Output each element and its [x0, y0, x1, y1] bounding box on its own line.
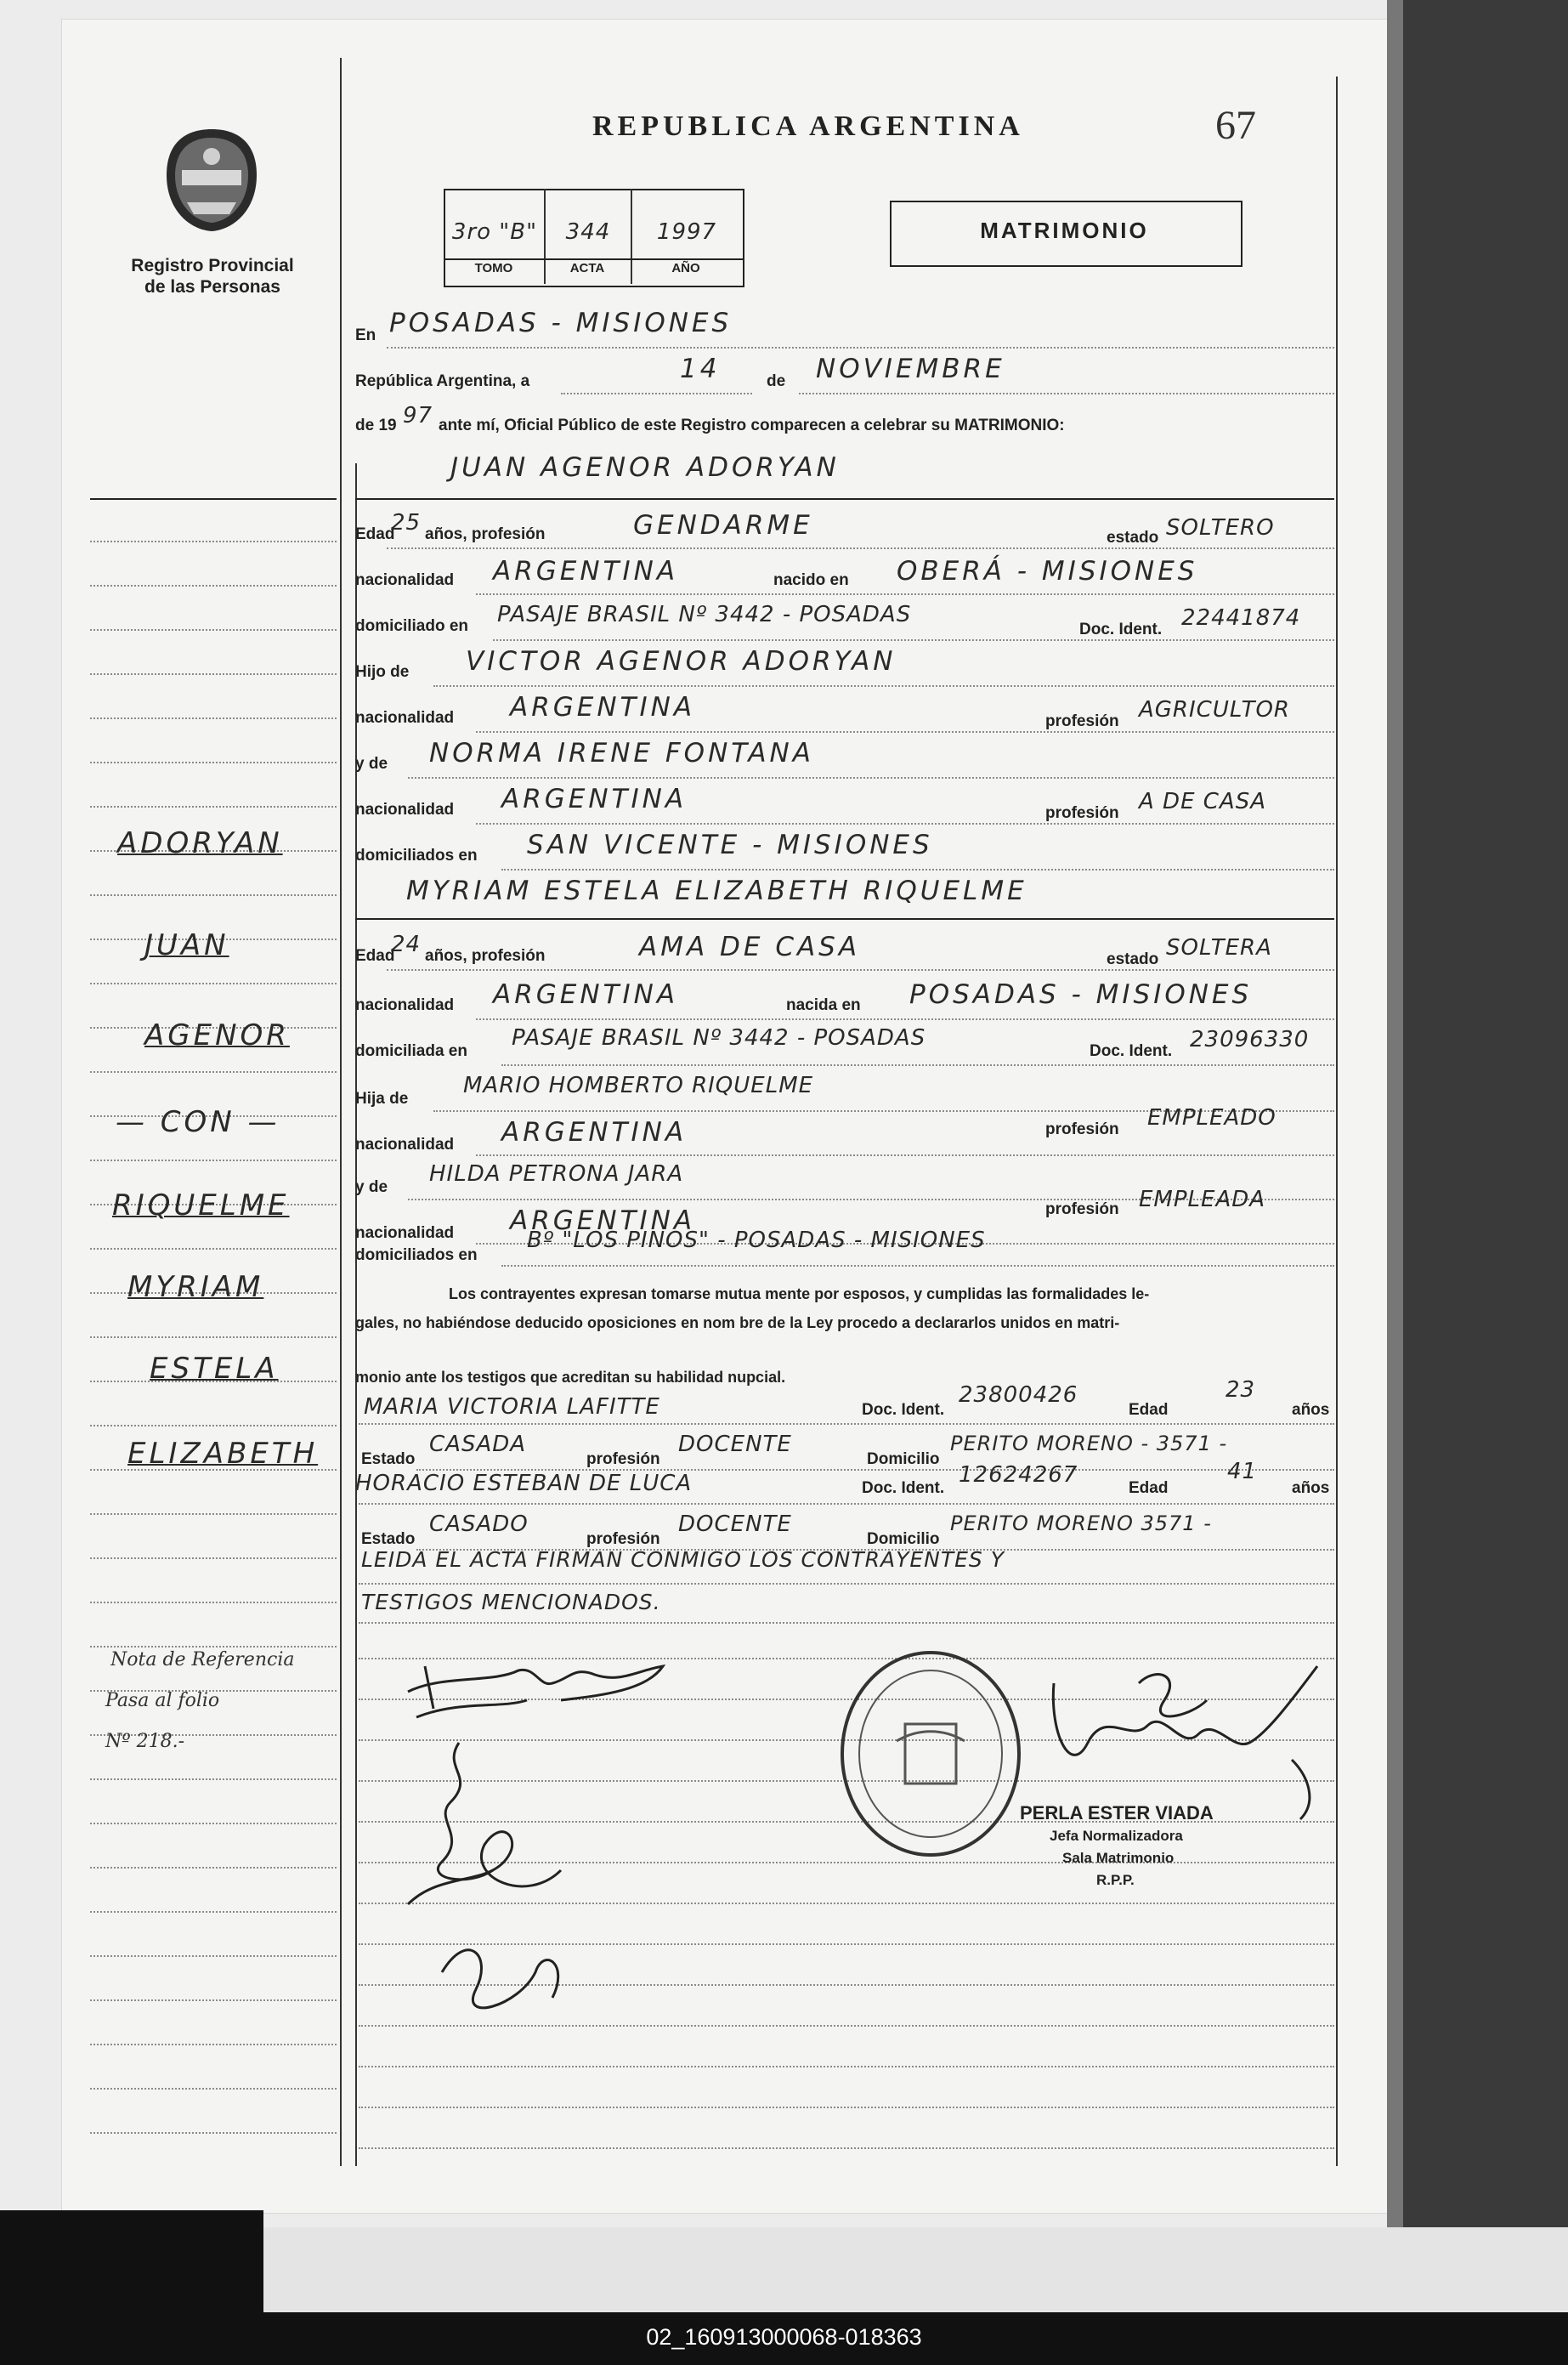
closing-line-1: LEIDA EL ACTA FIRMAN CONMIGO LOS CONTRAYENTES Y	[361, 1547, 1005, 1572]
year-suffix: 97	[403, 403, 433, 428]
declaration-line-3: monio ante los testigos que acreditan su habilidad nupcial.	[355, 1369, 786, 1386]
de-label: de	[767, 372, 786, 390]
witness1-dom-label: Domicilio	[867, 1450, 940, 1468]
groom-mother-prof: A DE CASA	[1139, 789, 1266, 814]
bride-father-prof: EMPLEADO	[1147, 1105, 1276, 1131]
groom-doc: 22441874	[1181, 605, 1301, 631]
groom-born: OBERÁ - MISIONES	[897, 556, 1198, 587]
groom-age-label: Edad	[355, 525, 395, 543]
declaration-line-2: gales, no habiéndose deducido oposiciones en nom bre de la Ley procedo a declararlos unidos en matri-	[355, 1314, 1120, 1331]
official-seal-icon	[837, 1648, 1024, 1860]
officer-title-3: R.P.P.	[1096, 1872, 1135, 1888]
witness2-name: HORACIO ESTEBAN DE LUCA	[355, 1471, 693, 1496]
bride-father-label: Hija de	[355, 1090, 409, 1108]
bride-domicile: PASAJE BRASIL Nº 3442 - POSADAS	[512, 1025, 926, 1051]
groom-doc-label: Doc. Ident.	[1079, 621, 1163, 638]
month: NOVIEMBRE	[816, 354, 1005, 384]
bride-mother-prof: EMPLEADA	[1139, 1187, 1266, 1212]
groom-mother: NORMA IRENE FONTANA	[429, 738, 814, 768]
groom-mother-nat-label: nacionalidad	[355, 801, 455, 819]
groom-domicile-label: domiciliado en	[355, 617, 469, 635]
witness1-years-label: años	[1292, 1401, 1330, 1419]
witness2-state-label: Estado	[361, 1530, 416, 1548]
acta-value: 344	[565, 219, 611, 245]
republica-label: República Argentina, a	[355, 372, 530, 390]
groom-civil-label: estado	[1107, 529, 1159, 547]
tomo-value: 3ro "B"	[451, 219, 538, 245]
witness2-years-label: años	[1292, 1479, 1330, 1497]
margin-name-2: JUAN	[144, 928, 229, 962]
groom-parents-dom-label: domiciliados en	[355, 847, 478, 865]
officer-title-1: Jefa Normalizadora	[1050, 1828, 1183, 1844]
witness2-age-label: Edad	[1129, 1479, 1169, 1497]
bride-name: MYRIAM ESTELA ELIZABETH RIQUELME	[406, 876, 1027, 906]
officer-name: PERLA ESTER VIADA	[1020, 1802, 1214, 1823]
bride-civil-status: SOLTERA	[1166, 935, 1272, 961]
ano-label: AÑO	[671, 261, 700, 275]
margin-name-5: RIQUELME	[112, 1188, 290, 1222]
groom-profession-label: años, profesión	[425, 525, 546, 543]
witness2-doc: 12624267	[959, 1462, 1078, 1488]
bride-domicile-label: domiciliada en	[355, 1042, 467, 1060]
groom-father-prof: AGRICULTOR	[1139, 697, 1290, 723]
witness2-prof-label: profesión	[586, 1530, 660, 1548]
record-type: MATRIMONIO	[980, 218, 1149, 243]
bride-mother-nat-label: nacionalidad	[355, 1224, 455, 1242]
margin-divider	[340, 58, 342, 2166]
place: POSADAS - MISIONES	[389, 308, 733, 338]
witness1-doc: 23800426	[959, 1382, 1078, 1408]
country-title: REPUBLICA ARGENTINA	[592, 111, 1024, 142]
reference-note-1: Nota de Referencia	[110, 1649, 295, 1670]
bride-mother-prof-label: profesión	[1045, 1200, 1119, 1218]
bride-nationality: ARGENTINA	[493, 979, 679, 1010]
witness2-age: 41	[1227, 1459, 1258, 1484]
groom-father-nat-label: nacionalidad	[355, 709, 455, 727]
spouse-signatures	[391, 1649, 697, 2040]
witness1-state: CASADA	[429, 1432, 527, 1457]
groom-father-label: Hijo de	[355, 663, 410, 681]
bride-doc: 23096330	[1190, 1027, 1310, 1052]
day: 14	[680, 354, 721, 384]
margin-name-4: — CON —	[116, 1105, 280, 1139]
bride-profession-label: años, profesión	[425, 947, 546, 965]
margin-name-6: MYRIAM	[127, 1270, 264, 1304]
bride-born-label: nacida en	[786, 996, 861, 1014]
groom-name: JUAN AGENOR ADORYAN	[450, 452, 840, 483]
scan-background-right	[1403, 0, 1568, 2227]
witness2-state: CASADO	[429, 1511, 529, 1537]
year-prefix: de 19	[355, 417, 397, 434]
reference-note-2: Pasa al folio	[105, 1690, 220, 1711]
page-number: 67	[1215, 103, 1256, 148]
witness1-prof-label: profesión	[586, 1450, 660, 1468]
witness1-prof: DOCENTE	[678, 1432, 792, 1457]
bride-profession: AMA DE CASA	[639, 932, 861, 962]
groom-mother-nat: ARGENTINA	[501, 784, 688, 814]
groom-age: 25	[391, 510, 422, 536]
registry-name	[119, 255, 306, 298]
body-rule-right	[1336, 77, 1338, 2166]
tomo-label: TOMO	[474, 261, 513, 275]
witness2-dom: PERITO MORENO 3571 -	[950, 1511, 1212, 1535]
witness1-name: MARIA VICTORIA LAFITTE	[364, 1394, 660, 1420]
bride-father-nat-label: nacionalidad	[355, 1136, 455, 1154]
witness2-prof: DOCENTE	[678, 1511, 792, 1537]
groom-civil-status: SOLTERO	[1166, 515, 1275, 541]
groom-parents-dom: SAN VICENTE - MISIONES	[527, 830, 933, 860]
bride-parents-dom-label: domiciliados en	[355, 1246, 478, 1264]
witness2-doc-label: Doc. Ident.	[862, 1479, 945, 1497]
page-bottom-edge	[263, 2227, 1568, 2312]
bride-born: POSADAS - MISIONES	[909, 979, 1253, 1010]
acta-label: ACTA	[569, 261, 605, 275]
groom-mother-label: y de	[355, 755, 388, 773]
bride-nationality-label: nacionalidad	[355, 996, 455, 1014]
groom-father-prof-label: profesión	[1045, 712, 1119, 730]
reference-note-3: Nº 218.-	[105, 1731, 185, 1752]
officer-title-2: Sala Matrimonio	[1062, 1850, 1175, 1866]
margin-name-7: ESTELA	[150, 1352, 279, 1386]
bride-father-nat: ARGENTINA	[501, 1117, 688, 1148]
statement: ante mí, Oficial Público de este Registro comparecen a celebrar su MATRIMONIO:	[439, 417, 1065, 434]
witness2-dom-label: Domicilio	[867, 1530, 940, 1548]
en-label: En	[355, 326, 376, 344]
groom-domicile: PASAJE BRASIL Nº 3442 - POSADAS	[497, 602, 912, 627]
groom-born-label: nacido en	[773, 571, 849, 589]
witness1-age: 23	[1226, 1377, 1256, 1403]
declaration-line-1: Los contrayentes expresan tomarse mutua mente por esposos, y cumplidas las formalidades le-	[449, 1285, 1150, 1302]
margin-name-3: AGENOR	[144, 1018, 290, 1052]
ano-value: 1997	[656, 219, 717, 245]
groom-nationality: ARGENTINA	[493, 556, 679, 587]
scan-code: 02_160913000068-018363	[646, 2324, 922, 2350]
witness1-age-label: Edad	[1129, 1401, 1169, 1419]
groom-father: VICTOR AGENOR ADORYAN	[466, 646, 897, 677]
bride-mother: HILDA PETRONA JARA	[429, 1161, 684, 1187]
bride-father-prof-label: profesión	[1045, 1120, 1119, 1138]
margin-name-8: ELIZABETH	[127, 1437, 319, 1471]
groom-mother-prof-label: profesión	[1045, 804, 1119, 822]
bride-civil-label: estado	[1107, 950, 1159, 968]
witness1-dom: PERITO MORENO - 3571 -	[950, 1432, 1228, 1455]
witness1-state-label: Estado	[361, 1450, 416, 1468]
bride-age-label: Edad	[355, 947, 395, 965]
bride-parents-dom: Bº "LOS PINOS" - POSADAS - MISIONES	[527, 1228, 986, 1253]
closing-line-2: TESTIGOS MENCIONADOS.	[361, 1590, 661, 1614]
registry-line-1: Registro Provincial	[131, 256, 294, 275]
bride-age: 24	[391, 932, 422, 957]
margin-name-1: ADORYAN	[117, 826, 283, 860]
bride-mother-nat: ARGENTINA	[510, 1205, 696, 1236]
bride-mother-label: y de	[355, 1178, 388, 1196]
bride-doc-label: Doc. Ident.	[1090, 1042, 1173, 1060]
witness1-doc-label: Doc. Ident.	[862, 1401, 945, 1419]
province-emblem-icon	[161, 126, 262, 235]
groom-nationality-label: nacionalidad	[355, 571, 455, 589]
groom-father-nat: ARGENTINA	[510, 692, 696, 723]
groom-profession: GENDARME	[633, 510, 813, 541]
bride-father: MARIO HOMBERTO RIQUELME	[463, 1073, 814, 1098]
registry-line-2: de las Personas	[144, 277, 280, 297]
